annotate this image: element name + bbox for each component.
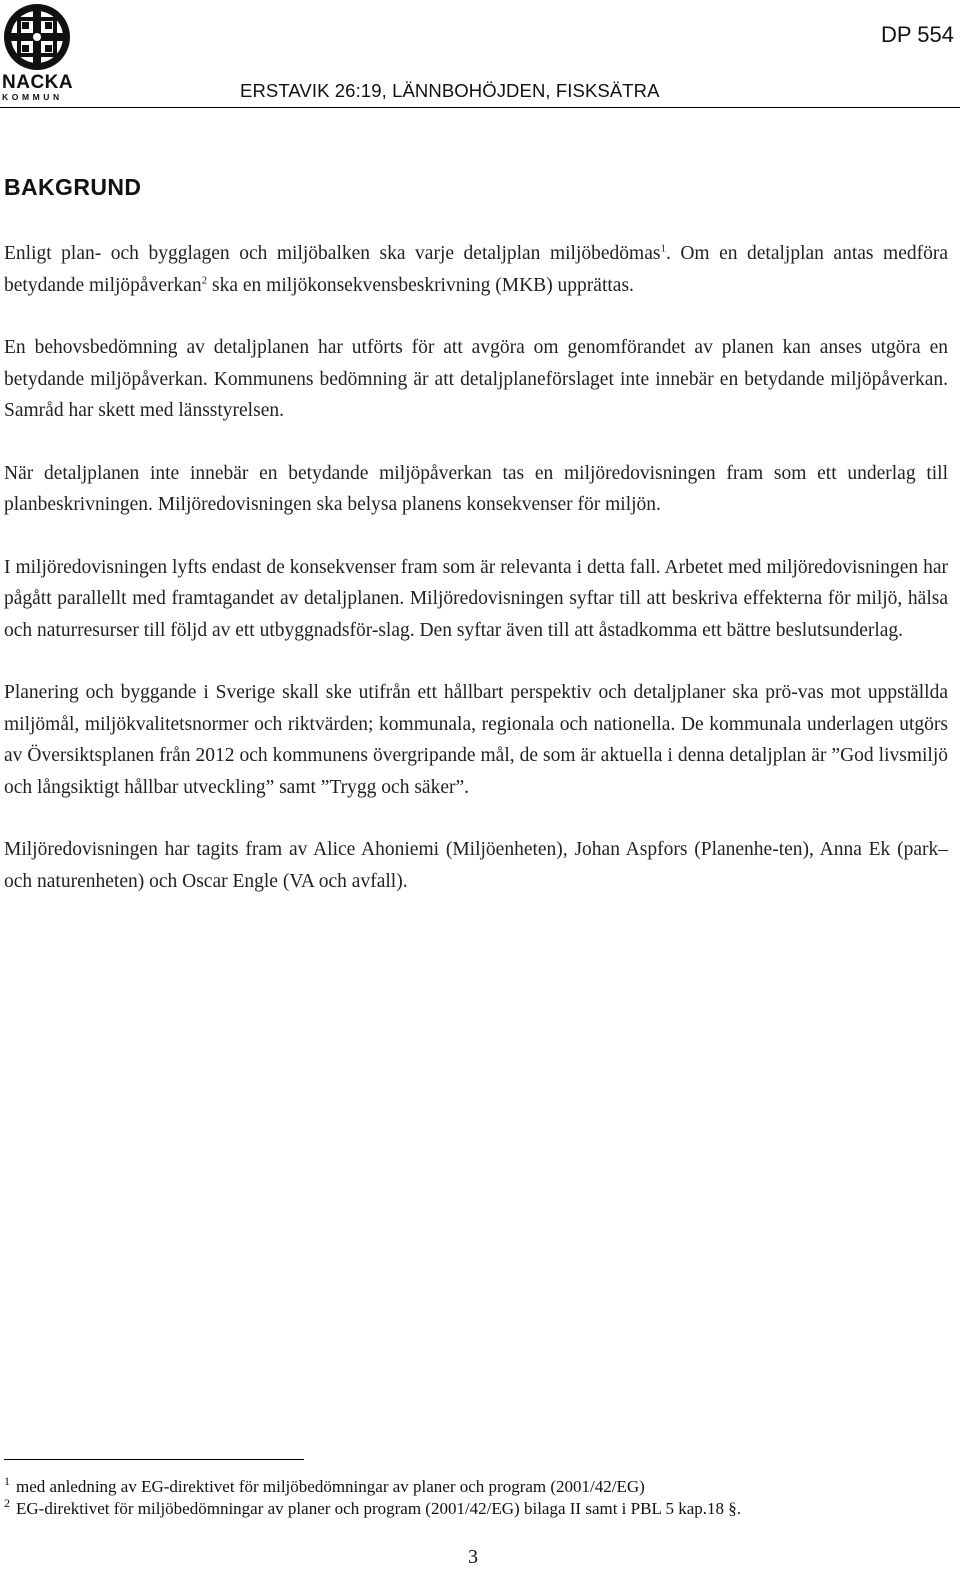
paragraph-1 [4, 238, 948, 301]
footnote-ref-1: 1 [660, 242, 666, 255]
footnotes [4, 1476, 948, 1520]
paragraph-4: I miljöredovisningen lyfts endast de konsekvenser fram som är relevanta i detta fall. Arbetet med miljöredovisningen har pågått parallellt med framtagandet av detaljplanen. Miljöredovisningen syftar till att beskriva effekterna för miljö, hälsa och naturresurser till följd av ett utbyggnadsför-slag. Den syftar även till att åstadkomma ett bättre beslutsunderlag. [4, 556, 948, 641]
paragraph-3: När detaljplanen inte innebär en betydande miljöpåverkan tas en miljöredovisningen fram som ett underlag till planbeskrivningen. Miljöredovisningen ska belysa planens konsekvenser för miljön. [4, 462, 948, 515]
paragraph-5: Planering och byggande i Sverige skall ske utifrån ett hållbart perspektiv och detaljplaner ska prö-vas mot uppställda miljömål, miljökvalitetsnormer och riktvärden; kommunala, regionala och nationella. De kommunala underlagen utgörs av Översiktsplanen från 2012 och kommunens övergripande mål, de som är aktuella i denna detaljplan är ”God livsmiljö och långsiktigt hållbar utveckling” samt ”Trygg och säker”. [4, 682, 948, 798]
footnote-text: med anledning av EG-direktivet för miljöbedömningar av planer och program (2001/42/EG) [16, 1477, 645, 1496]
paragraph-2: En behovsbedömning av detaljplanen har utförts för att avgöra om genomförandet av planen kan anses utgöra en betydande miljöpåverkan. Kommunens bedömning är att detaljplaneförslaget inte innebär en betydande miljöpåverkan. Samråd har skett med länsstyrelsen. [4, 337, 948, 421]
paragraph-1-part-b: . Om en detaljplan antas medföra betydande miljöpåverkan [4, 243, 948, 296]
nacka-kommun-logo [2, 2, 78, 102]
logo-subtitle: KOMMUN [2, 92, 63, 102]
footnote-text: EG-direktivet för miljöbedömningar av planer och program (2001/42/EG) bilaga II samt i PBL 5 kap.18 §. [16, 1499, 741, 1518]
footnote-divider [4, 1459, 304, 1460]
paragraph-6: Miljöredovisningen har tagits fram av Alice Ahoniemi (Miljöenheten), Johan Aspfors (Planenhe-ten), Anna Ek (park– och naturenheten) och Oscar Engle (VA och avfall). [4, 839, 948, 892]
paragraph-1-part-a: Enligt plan- och bygglagen och miljöbalken ska varje detaljplan miljöbedömas [4, 243, 661, 264]
footnote-1 [4, 1476, 948, 1498]
footnote-number: 2 [4, 1496, 10, 1511]
nacka-emblem-icon [2, 2, 72, 72]
document-number: DP 554 [881, 22, 954, 47]
document-title: ERSTAVIK 26:19, LÄNNBOHÖJDEN, FISKSÄTRA [240, 80, 660, 101]
footnote-2 [4, 1498, 948, 1520]
logo-name: NACKA [2, 72, 74, 93]
page-number: 3 [468, 1546, 478, 1568]
section-heading: BAKGRUND [4, 174, 142, 200]
body-text [4, 238, 948, 928]
paragraph-1-part-c: ska en miljökonsekvensbeskrivning (MKB) upprättas. [207, 274, 634, 296]
header-divider [0, 107, 960, 108]
footnote-number: 1 [4, 1474, 10, 1489]
footnote-ref-2: 2 [201, 274, 208, 286]
page-header [0, 0, 960, 110]
